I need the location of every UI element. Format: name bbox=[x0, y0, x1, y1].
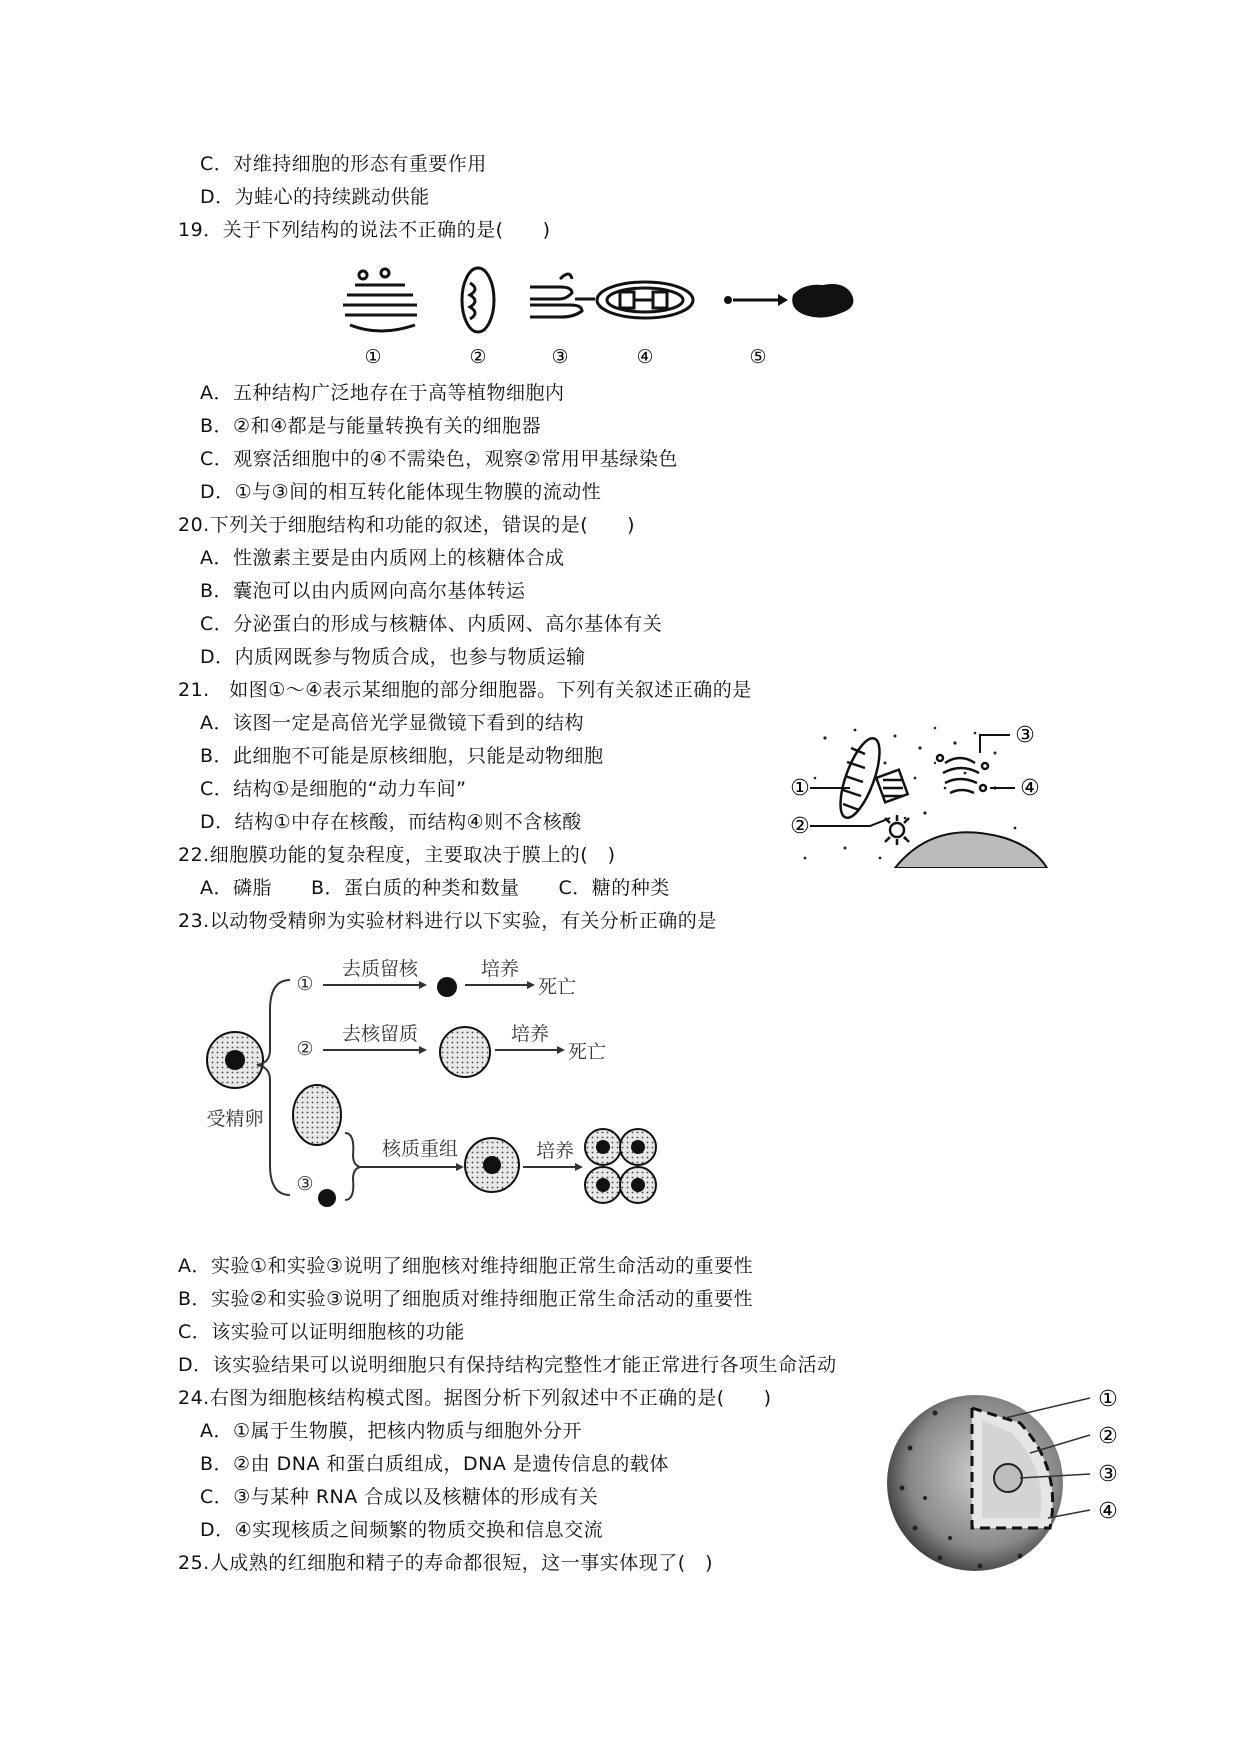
figure-19-organelles bbox=[335, 255, 895, 365]
question-21: 21. 如图①～④表示某细胞的部分细胞器。下列有关叙述正确的是 bbox=[178, 679, 752, 701]
fig19-label-2: ② bbox=[469, 346, 487, 365]
fig21-label-4: ④ bbox=[1020, 776, 1040, 801]
organelle-3-er bbox=[530, 274, 595, 317]
organelle-5-ribosome bbox=[724, 284, 853, 318]
q19-option-a: A．五种结构广泛地存在于高等植物细胞内 bbox=[200, 382, 565, 404]
q23-option-c: C．该实验可以证明细胞核的功能 bbox=[178, 1321, 465, 1343]
question-20: 20.下列关于细胞结构和功能的叙述，错误的是( ) bbox=[178, 514, 636, 536]
option-c-prev: C．对维持细胞的形态有重要作用 bbox=[200, 153, 487, 175]
q24-option-d: D．④实现核质之间频繁的物质交换和信息交流 bbox=[200, 1519, 604, 1541]
fig23-op2: 去核留质 bbox=[341, 1023, 419, 1045]
question-22: 22.细胞膜功能的复杂程度，主要取决于膜上的( ) bbox=[178, 844, 616, 866]
fig23-branch-2: ② bbox=[296, 1038, 314, 1060]
fig19-label-1: ① bbox=[364, 346, 382, 365]
fig23-branch-1: ① bbox=[296, 973, 314, 995]
question-19: 19．关于下列结构的说法不正确的是( ) bbox=[178, 219, 551, 241]
fig19-label-4: ④ bbox=[636, 346, 654, 365]
fig21-nucleus bbox=[895, 832, 1047, 868]
organelle-1-golgi bbox=[343, 269, 417, 331]
fig19-label-3: ③ bbox=[551, 346, 569, 365]
q20-option-c: C．分泌蛋白的形成与核糖体、内质网、高尔基体有关 bbox=[200, 613, 663, 635]
q20-option-a: A．性激素主要是由内质网上的核糖体合成 bbox=[200, 547, 565, 569]
q21-option-a: A．该图一定是高倍光学显微镜下看到的结构 bbox=[200, 712, 584, 734]
fig23-four-cells bbox=[585, 1129, 656, 1203]
q20-option-d: D．内质网既参与物质合成，也参与物质运输 bbox=[200, 646, 586, 668]
q23-option-d: D．该实验结果可以说明细胞只有保持结构完整性才能正常进行各项生命活动 bbox=[178, 1354, 837, 1376]
fig24-label-3: ③ bbox=[1098, 1462, 1118, 1487]
figure-21-cell bbox=[785, 718, 1055, 868]
fig23-dead-1: 死亡 bbox=[537, 976, 577, 998]
q19-option-d: D．①与③间的相互转化能体现生物膜的流动性 bbox=[200, 481, 602, 503]
fig23-dead-2: 死亡 bbox=[567, 1041, 607, 1063]
q24-option-b: B．②由 DNA 和蛋白质组成，DNA 是遗传信息的载体 bbox=[200, 1453, 669, 1475]
fig21-centriole bbox=[876, 770, 909, 845]
fig23-culture-3: 培养 bbox=[535, 1140, 575, 1162]
question-25: 25.人成熟的红细胞和精子的寿命都很短，这一事实体现了( ) bbox=[178, 1552, 714, 1574]
q22-options: A．磷脂 B．蛋白质的种类和数量 C．糖的种类 bbox=[200, 877, 670, 899]
q21-option-b: B．此细胞不可能是原核细胞，只能是动物细胞 bbox=[200, 745, 604, 767]
q23-option-b: B．实验②和实验③说明了细胞质对维持细胞正常生命活动的重要性 bbox=[178, 1288, 754, 1310]
q21-option-c: C．结构①是细胞的“动力车间” bbox=[200, 778, 467, 800]
organelle-4-chloroplast bbox=[597, 282, 693, 318]
fig23-op3: 核质重组 bbox=[381, 1138, 459, 1160]
fig23-op1: 去质留核 bbox=[341, 958, 419, 980]
q24-option-a: A．①属于生物膜，把核内物质与细胞外分开 bbox=[200, 1420, 583, 1442]
fig24-label-4: ④ bbox=[1098, 1499, 1118, 1524]
fig24-label-2: ② bbox=[1098, 1424, 1118, 1449]
question-23: 23.以动物受精卵为实验材料进行以下实验，有关分析正确的是 bbox=[178, 910, 717, 932]
fig21-label-1: ① bbox=[790, 776, 810, 801]
fig21-label-3: ③ bbox=[1015, 723, 1035, 748]
fig21-label-2: ② bbox=[790, 814, 810, 839]
q23-option-a: A．实验①和实验③说明了细胞核对维持细胞正常生命活动的重要性 bbox=[178, 1255, 754, 1277]
fig23-culture-2: 培养 bbox=[510, 1023, 550, 1045]
q19-option-b: B．②和④都是与能量转换有关的细胞器 bbox=[200, 415, 542, 437]
q21-option-d: D．结构①中存在核酸，而结构④则不含核酸 bbox=[200, 811, 582, 833]
fig23-branch-3: ③ bbox=[296, 1173, 314, 1195]
q19-option-c: C．观察活细胞中的④不需染色，观察②常用甲基绿染色 bbox=[200, 448, 678, 470]
fig19-label-5: ⑤ bbox=[749, 346, 767, 365]
q20-option-b: B．囊泡可以由内质网向高尔基体转运 bbox=[200, 580, 526, 602]
question-24: 24.右图为细胞核结构模式图。据图分析下列叙述中不正确的是( ) bbox=[178, 1387, 772, 1409]
figure-24-nucleus bbox=[880, 1378, 1130, 1578]
fig24-label-1: ① bbox=[1098, 1387, 1118, 1412]
option-d-prev: D．为蛙心的持续跳动供能 bbox=[200, 186, 430, 208]
organelle-2-mitochondrion bbox=[462, 268, 494, 332]
figure-23-experiment bbox=[195, 955, 755, 1225]
fig23-egg-label: 受精卵 bbox=[206, 1108, 264, 1130]
q24-option-c: C．③与某种 RNA 合成以及核糖体的形成有关 bbox=[200, 1486, 599, 1508]
fig23-culture-1: 培养 bbox=[480, 958, 520, 980]
